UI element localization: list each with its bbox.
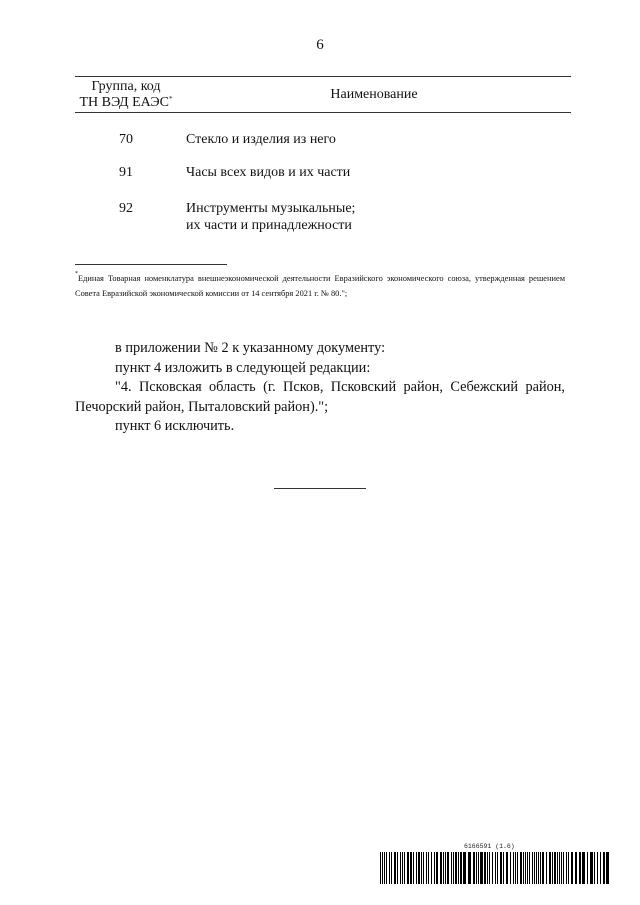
barcode-bar — [468, 852, 471, 884]
barcode-bar — [538, 852, 539, 884]
barcode-bar — [600, 852, 601, 884]
barcode-bar — [391, 852, 392, 884]
barcode-bar — [386, 852, 387, 884]
barcode-bar — [568, 852, 569, 884]
barcode-bar — [451, 852, 452, 884]
row-code: 92 — [119, 201, 133, 216]
barcode-bar — [476, 852, 477, 884]
row-name — [186, 200, 566, 234]
barcode-bar — [529, 852, 530, 884]
barcode-bar — [597, 852, 598, 884]
barcode-bar — [594, 852, 595, 884]
barcode-bar — [532, 852, 533, 884]
barcode-bar — [510, 852, 511, 884]
barcode-bar — [402, 852, 403, 884]
table-top-rule — [75, 76, 571, 77]
barcode-bar — [587, 852, 588, 884]
barcode-bar — [579, 852, 581, 884]
barcode-bar — [380, 852, 381, 884]
column-header-group-line2 — [75, 95, 177, 111]
footnote-marker: * — [169, 95, 173, 103]
barcode-bar — [561, 852, 562, 884]
barcode-bar — [440, 852, 442, 884]
page-number: 6 — [316, 37, 324, 53]
barcode-bar — [520, 852, 522, 884]
row-name-line: Часы всех видов и их части — [186, 165, 351, 180]
footnote-separator — [75, 264, 227, 265]
barcode-bar — [394, 852, 396, 884]
row-name-line: Стекло и изделия из него — [186, 132, 336, 147]
barcode-bar — [418, 852, 420, 884]
barcode-bar — [552, 852, 553, 884]
barcode-bar — [445, 852, 446, 884]
barcode-bar — [484, 852, 486, 884]
barcode-bar — [410, 852, 412, 884]
footnote-text: Единая Товарная номенклатура внешнеэкономической деятельности Евразийского экономического союза, утвержденная решением Совета Евразийской экономической комиссии от 14 сентября 2021 г. № 80."; — [75, 274, 565, 298]
barcode-bar — [407, 852, 409, 884]
barcode-bar — [554, 852, 556, 884]
barcode-bar — [397, 852, 398, 884]
barcode-bar — [497, 852, 498, 884]
barcode-bar — [571, 852, 573, 884]
barcode-bar — [436, 852, 438, 884]
barcode-bar — [431, 852, 432, 884]
barcode-bar — [503, 852, 504, 884]
column-header-name: Наименование — [330, 87, 418, 102]
barcode-bar — [549, 852, 551, 884]
row-code: 91 — [119, 165, 133, 180]
barcode-bar — [400, 852, 401, 884]
barcode-bar — [563, 852, 564, 884]
barcode-bar — [382, 852, 383, 884]
barcode-bar — [500, 852, 502, 884]
barcode-bar — [458, 852, 459, 884]
row-name-line: их части и принадлежности — [186, 218, 352, 233]
barcode-bar — [506, 852, 508, 884]
barcode-bar — [566, 852, 567, 884]
column-header-group-line1: Группа, код — [91, 79, 161, 94]
footnote-mark: * — [75, 271, 78, 277]
barcode-bar — [416, 852, 417, 884]
barcode-bar — [426, 852, 427, 884]
barcode-bar — [495, 852, 496, 884]
barcode-bar — [463, 852, 466, 884]
barcode-bar — [590, 852, 593, 884]
barcode-bar — [527, 852, 528, 884]
row-name — [186, 164, 566, 181]
barcode-bar — [525, 852, 526, 884]
barcode-bar — [480, 852, 483, 884]
row-name — [186, 131, 566, 148]
footnote — [75, 271, 565, 301]
barcode-bar — [473, 852, 475, 884]
barcode-bar — [513, 852, 514, 884]
body-text — [75, 339, 565, 437]
body-paragraph: "4. Псковская область (г. Псков, Псковский район, Себежский район, Печорский район, Пыталовский район)."; — [75, 379, 565, 415]
barcode-bar — [492, 852, 493, 884]
barcode-bar — [453, 852, 454, 884]
end-separator — [274, 488, 366, 489]
barcode-bar — [557, 852, 558, 884]
barcode-bar — [404, 852, 405, 884]
barcode-bar — [517, 852, 518, 884]
body-paragraph: в приложении № 2 к указанному документу: — [115, 340, 386, 356]
barcode-bar — [478, 852, 479, 884]
barcode-bar — [389, 852, 390, 884]
barcode-bar — [575, 852, 577, 884]
barcode-bar — [606, 852, 609, 884]
barcode-bar — [489, 852, 490, 884]
body-paragraph: пункт 6 исключить. — [115, 418, 235, 434]
barcode-bar — [523, 852, 524, 884]
barcode-bar — [540, 852, 541, 884]
barcode-bar — [413, 852, 414, 884]
barcode-bar — [542, 852, 544, 884]
barcode-bar — [428, 852, 429, 884]
barcode-bar — [384, 852, 385, 884]
barcode-bar — [515, 852, 516, 884]
barcode-bar — [447, 852, 449, 884]
barcode-bar — [487, 852, 488, 884]
barcode-bar — [534, 852, 535, 884]
body-paragraph: пункт 4 изложить в следующей редакции: — [115, 359, 371, 376]
barcode-bar — [443, 852, 444, 884]
barcode-bar — [603, 852, 605, 884]
barcode-bar — [536, 852, 537, 884]
barcode-bar — [582, 852, 585, 884]
barcode — [380, 852, 611, 884]
table-header-rule — [75, 112, 571, 113]
barcode-bar — [559, 852, 560, 884]
barcode-bar — [421, 852, 422, 884]
barcode-bar — [455, 852, 457, 884]
barcode-bar — [546, 852, 547, 884]
row-name-line: Инструменты музыкальные; — [186, 201, 356, 216]
column-header-group-line2-text: ТН ВЭД ЕАЭС — [79, 95, 169, 110]
barcode-bar — [423, 852, 424, 884]
column-header-group-code — [75, 79, 177, 111]
row-code: 70 — [119, 132, 133, 147]
barcode-bar — [460, 852, 462, 884]
barcode-bar — [434, 852, 435, 884]
barcode-label: 6166591 (1.6) — [464, 843, 515, 850]
